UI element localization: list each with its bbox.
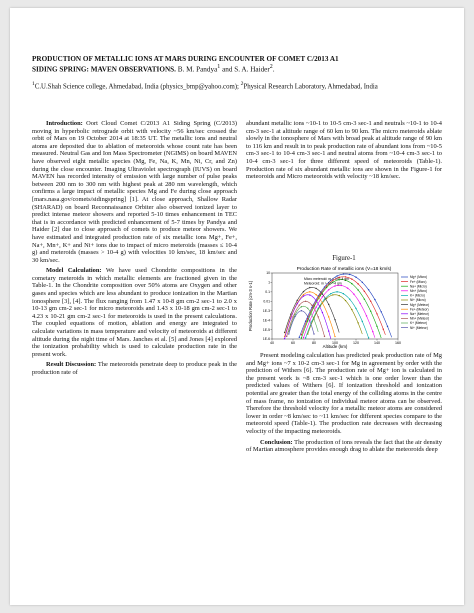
series-point	[290, 313, 291, 314]
series-point	[370, 301, 371, 302]
model-text: We have used Chondrite compositions in the cometary meteroids in which metallic elements are fractioned given in the Table-1. In the Chondrite composition over 50% atoms are Oxygen and other gases and species which are less abundant to produce ionization in the Martian ionosphere [3], [4]. The flux ranging from 1.47 x 10-8 gm cm-2 sec-1 to 2.0 x 10-13 gm cm-2 sec-1 for micro meteoroids and 1.43 x 10-18 gm cm-2 sec-1 to 4.23 x 10-21 gm cm-2 sec-1 for meteoroids is used in the present calculations. The coupled equations of motion, ablation and energy are integrated to calculate variations in mass temperature and velocity of meteoroids at different altitude during the night time of Mars. Janches et al. [5] and Jones [4] explored the ionization probability which is used to calculate production rate in the present work.	[32, 267, 237, 358]
series-point	[322, 293, 323, 294]
legend-label: Ni+ (Micro)	[410, 298, 426, 303]
legend-label: Mg+ (Meteor)	[410, 302, 430, 307]
legend-label: Mn+ (Micro)	[410, 289, 428, 293]
series-point	[383, 328, 384, 329]
x-tick-label: 100	[332, 341, 338, 345]
series-point	[307, 316, 308, 317]
series-point	[355, 276, 356, 277]
legend-label: Mg+ (Micro)	[410, 275, 428, 280]
series-point	[347, 287, 348, 288]
legend-label: Na+ (Micro)	[410, 284, 427, 289]
series-point	[336, 291, 337, 292]
series-point	[368, 289, 369, 290]
intro-heading: Introduction:	[46, 120, 83, 127]
conclusion-text: The production of ions reveals the fact that the air density of Martian atmosphere provides enough drag to ablate the meteoroids deep	[246, 438, 442, 454]
series-point	[387, 326, 388, 327]
affil-sup-1: 1	[32, 81, 35, 87]
x-tick-label: 60	[291, 341, 295, 345]
series-point	[360, 303, 361, 304]
legend-label: K+ (Meteor)	[410, 321, 427, 326]
author-sup-2: 2	[269, 64, 273, 71]
intro-text: Oort Cloud Comet C/2013 A1 Siding Spring (C/2013) moving in hyperbolic retrograde orbit with velocity ~56 km/sec crossed the orbit of Mars on 19 October 2014 at 18:35 UT. The metallic ions and neutral atoms are deposited due to ablation of meteoroids whose count rate has been measured. Neutral Gas and Ion Mass Spectrometer (NGIMS) on board MAVEN have observed eight metallic species (Mg, Fe, Na, K, Mn, Ni, Cr, and Zn) during the close encounter. Imaging Ultraviolet spectrograph (IUVS) on board MAVEN has recorded intensity of emission with large number of pulse peaks between 200 nm to 300 nm with highest peak at 280 nm wavelength, which confirms a large impact of metallic species Mg and Fe during close approach [mars.nasa.gov/comets/sidingspring] [1]. At close approach, Shallow Radar (SHARAD) on board Reconnaissance Orbiter also observed ionized layer to predict intense meteor showers and reported 5-10 times enhancement in TEC that is in accordance with predicted enhancement of 5-7 times by Pandya and Haider [2] due to close approach of comets to produce meteor showers. We have estimated and integrated production rate of six metallic ions Mg+, Fe+, Na+, Mn+, K+ and Ni+ ions due to impact of micro meteroids (masses ≤ 10-4 g) and meteroids (masses > 10-4 g) with velocities 10 km/sec, 18 km/sec and 30 km/sec.	[32, 120, 237, 264]
series-point	[318, 316, 319, 317]
y-tick-label: 1	[268, 280, 270, 285]
right-column-top	[246, 120, 442, 184]
y-tick-label: 10	[266, 271, 270, 276]
series-point	[313, 333, 314, 334]
x-tick-label: 160	[395, 341, 401, 345]
series-point	[307, 308, 308, 309]
series-point	[357, 283, 358, 284]
series-point	[309, 287, 310, 288]
series-point	[288, 333, 289, 334]
series-point	[381, 311, 382, 312]
series-point	[343, 293, 344, 294]
series-point	[326, 285, 327, 286]
series-point	[328, 304, 329, 305]
title-line-2: SIDING SPRING: MAVEN OBSERVATIONS.	[32, 65, 176, 74]
series-point	[303, 295, 304, 296]
y-tick-label: 1E-6	[262, 337, 270, 342]
series-point	[376, 313, 377, 314]
x-tick-label: 40	[270, 341, 274, 345]
series-point	[343, 273, 344, 274]
production-rate-chart	[246, 264, 442, 350]
series-point	[305, 337, 306, 338]
series-point	[284, 332, 285, 333]
y-tick-labels	[263, 271, 270, 341]
affiliation-1: C.U.Shah Science college, Ahmedabad, India (physics_bmp@yahoo.com);	[34, 83, 239, 91]
series-point	[307, 320, 308, 321]
chart-title: Production Rate of metallic ions (V=18 km/s)	[296, 267, 392, 272]
y-tick-label: 0.01	[263, 299, 270, 304]
annotation-line: Meteoroid: m > 10^-4 gm	[304, 281, 342, 286]
series-point	[305, 301, 306, 302]
series-point	[315, 307, 316, 308]
series-point	[286, 336, 287, 337]
series-point	[299, 304, 300, 305]
author-sup-1: 1	[217, 64, 221, 71]
authors-mid: and S. A. Haider	[222, 65, 270, 74]
series-point	[328, 316, 329, 317]
right-column-bottom	[246, 352, 442, 457]
series-point	[374, 299, 375, 300]
legend-label: Na+ (Meteor)	[410, 312, 429, 316]
series-point	[301, 337, 302, 338]
annotation-line: Micro meteroid: m < 10^-4 gm	[304, 277, 350, 281]
series-point	[299, 337, 300, 338]
series-point	[315, 288, 316, 289]
title-line-1: PRODUCTION OF METALLIC IONS AT MARS DURING ENCOUNTER OF COMET C/2013 A1	[32, 55, 339, 63]
paper-page	[10, 8, 464, 605]
legend-label: Fe+ (Micro)	[410, 279, 427, 284]
authors: B. M. Pandya	[177, 65, 218, 74]
x-axis-label: Altitude (km)	[322, 344, 348, 349]
left-column	[32, 120, 237, 380]
series-point	[351, 278, 352, 279]
series-point	[332, 294, 333, 295]
series-point	[301, 334, 302, 335]
series-point	[311, 304, 312, 305]
series-point	[355, 308, 356, 309]
series-point	[349, 299, 350, 300]
right-top-paragraph: abundant metallic ions ~10-1 to 10-5 cm-3 sec-1 and neutrals ~10-1 to 10-4 cm-3 sec-1 at altitude range of 60 km to 90 km. The micro meteroids ablate slowly in the ionosphere of Mars with broad peak at altitude range of 90 km to 116 km and result in to peak production rate of abundant ions from ~10-5 cm-3 sec-1 to 10-4 cm-3 sec-1 and neutral atoms from ~10-4 cm-3 sec-1 to 10-4 cm-3 sec-1 for three different speed of meteoroids (Table-1). Production rate of six abundant metallic ions are shown in the Figure-1 for meteoroids and Micro meteoroids with velocity ~18 km/sec.	[246, 120, 442, 181]
series-point	[345, 300, 346, 301]
result-text: The meteoroids penetrate deep to produce peak in the production rate of	[32, 361, 237, 376]
series-point	[334, 285, 335, 286]
series-point	[320, 295, 321, 296]
result-paragraph	[32, 361, 237, 376]
series-point	[322, 302, 323, 303]
series-point	[357, 289, 358, 290]
series-point	[334, 319, 335, 320]
affiliation-2: Physical Research Laboratory, Ahmedabad, India	[243, 83, 378, 91]
series-point	[315, 300, 316, 301]
series-point	[290, 317, 291, 318]
series-point	[322, 296, 323, 297]
series-point	[349, 274, 350, 275]
y-axis-label: Production Rate (cm-3 s-1)	[248, 280, 253, 332]
x-tick-label: 140	[374, 341, 380, 345]
series-point	[294, 316, 295, 317]
series-point	[351, 309, 352, 310]
paper-title: PRODUCTION OF METALLIC IONS AT MARS DURING ENCOUNTER OF COMET C/2013 A1 SIDING SPRING: MAVEN OBSERVATIONS. B. M. Pandya$^1$ and S. A. Haider$^2$.	[32, 55, 339, 74]
model-heading: Model Calculation:	[46, 267, 102, 275]
series-point	[297, 300, 298, 301]
series-point	[326, 298, 327, 299]
series-point	[284, 338, 285, 339]
series-point	[309, 291, 310, 292]
series-point	[307, 333, 308, 334]
series-point	[364, 291, 365, 292]
series-point	[301, 306, 302, 307]
series-point	[315, 294, 316, 295]
legend	[401, 275, 429, 330]
y-tick-label: 0.1	[265, 290, 270, 295]
series-point	[297, 303, 298, 304]
legend-label: Fe+ (Meteor)	[410, 307, 429, 312]
series-point	[305, 321, 306, 322]
series-point	[370, 311, 371, 312]
series-point	[364, 298, 365, 299]
series-point	[376, 326, 377, 327]
series-point	[353, 293, 354, 294]
legend-label: Mn+ (Meteor)	[410, 316, 430, 321]
series-point	[324, 336, 325, 337]
model-paragraph	[32, 267, 237, 358]
series-point	[362, 282, 363, 283]
y-tick-label: 1E-5	[262, 327, 270, 332]
series-point	[292, 316, 293, 317]
series-point	[303, 294, 304, 295]
series-point	[322, 312, 323, 313]
series-point	[313, 319, 314, 320]
y-tick-label: 1E-3	[262, 308, 270, 313]
affiliations	[32, 80, 444, 91]
legend-label: Ni+ (Meteor)	[410, 325, 428, 330]
series-point	[294, 314, 295, 315]
series-point	[303, 291, 304, 292]
result-heading: Result Discussion:	[46, 361, 97, 369]
series-point	[334, 336, 335, 337]
intro-paragraph	[32, 120, 237, 264]
series-point	[362, 321, 363, 322]
conclusion-paragraph	[246, 439, 442, 454]
series-point	[372, 331, 373, 332]
figure-label: Figure-1	[332, 255, 356, 262]
conclusion-heading: Conclusion:	[260, 438, 293, 446]
series-point	[301, 310, 302, 311]
series-point	[328, 289, 329, 290]
x-tick-label: 120	[353, 341, 359, 345]
series-point	[326, 287, 327, 288]
series-point	[339, 295, 340, 296]
series-point	[330, 293, 331, 294]
series-point	[357, 322, 358, 323]
series-point	[368, 337, 369, 338]
series-point	[366, 315, 367, 316]
series-point	[351, 283, 352, 284]
series-point	[303, 337, 304, 338]
series-point	[309, 294, 310, 295]
series-point	[328, 330, 329, 331]
affil-sup-2: 2	[240, 81, 244, 87]
x-tick-label: 80	[312, 341, 316, 345]
legend-label: K+ (Micro)	[410, 293, 425, 298]
y-tick-label: 1E-4	[262, 318, 270, 323]
right-bottom-paragraph: Present modeling calculation has predicted peak production rate of Mg and Mg+ ions ~7 x 10-2 cm-3 sec-1 for Mg in agreement by order with the prediction of Withers [6]. The production rate of Mg+ ion is calculated in the present work is ~8 cm-3 sec-1 which is one order lower than the predicted values of Withers [6]. If ionization threshold and ionization potential are greater than the total energy of the colliding atoms in the centre of mass frame, no ionization of individual meteor atoms can be observed. Therefore the threshold velocity for a metallic meteor atoms are considered lower in order ~8 km/sec to ~11 km/sec for different species compare to the meteoroid speed (Table-1). The production rate decreases with decreasing velocity of the impacting meteoroids.	[246, 352, 442, 435]
